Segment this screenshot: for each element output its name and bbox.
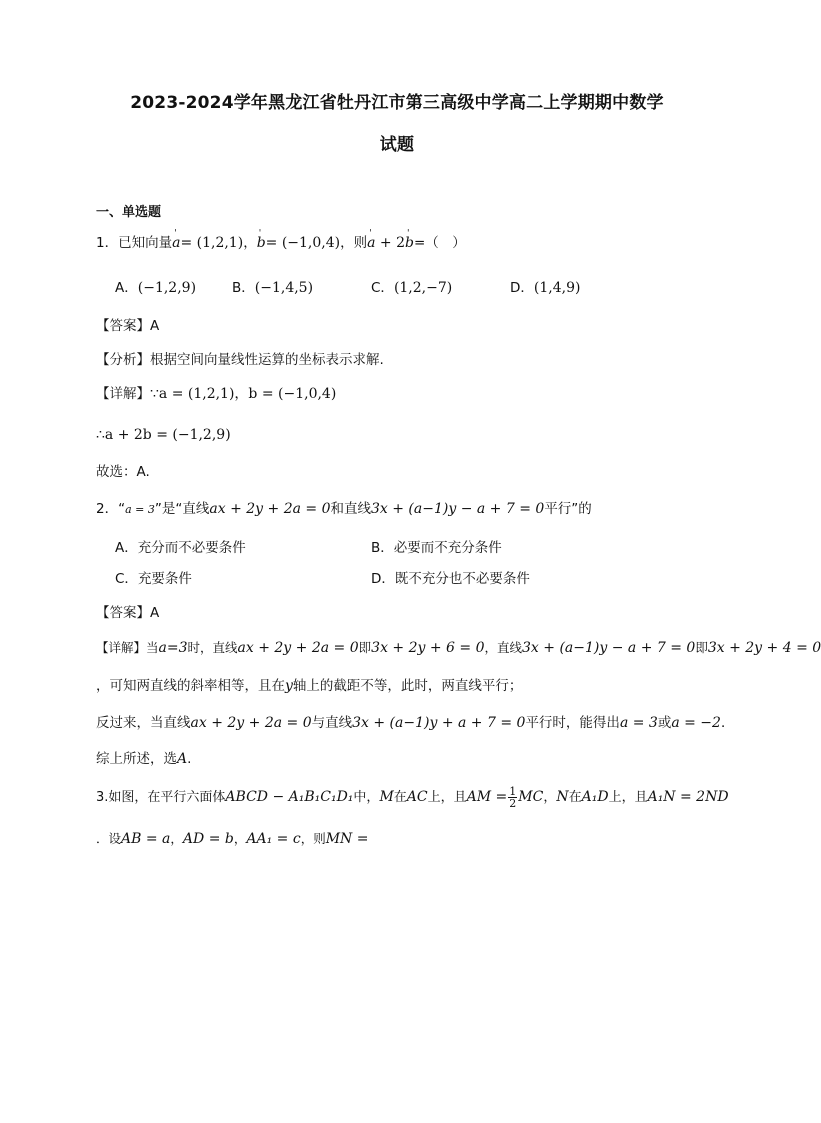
q1-option-c-label: C． (371, 280, 394, 296)
q2-option-a[interactable] (115, 538, 246, 558)
q3-frac-num: 1 (509, 785, 517, 798)
q2-stem-b: ”是“直线 (154, 501, 210, 517)
q1-a-vector: ' a (172, 233, 180, 253)
q2-d3a: 反过来，当直线 (96, 715, 191, 731)
q2-line2-eq: 3x + (a−1)y − a + 7 = 0 (371, 501, 545, 517)
q3-m: A₁D (581, 789, 609, 805)
q1-stem (96, 233, 466, 253)
q2-stem-d: 平行”的 (544, 501, 592, 517)
q1-option-a[interactable] (115, 278, 196, 298)
q2-answer-value: A (150, 605, 160, 621)
q3-h: AM = (466, 789, 508, 805)
q2-ca: 综上所述，选 (96, 751, 177, 767)
q3-d: M (379, 789, 394, 805)
q1-option-c[interactable] (371, 278, 452, 298)
q3-l2d: AD = b (182, 831, 234, 847)
q1-option-a-value: (−1,2,9) (137, 280, 197, 296)
q1-option-d-label: D． (510, 280, 534, 296)
q1-analysis-text: 根据空间向量线性运算的坐标表示求解. (150, 352, 384, 368)
q3-g: 上，且 (427, 790, 467, 805)
q1-sep: ， (243, 235, 257, 251)
document-title-line2: 试题 (379, 135, 415, 155)
q2-d1i: 即 (695, 640, 708, 655)
q1-option-d[interactable] (510, 278, 580, 298)
q2-d3h: a = −2 (671, 715, 721, 731)
q2-d3f: a = 3 (619, 715, 658, 731)
q2-option-d-label: D． (371, 571, 395, 587)
q2-answer-tag: 【答案】 (96, 605, 150, 621)
q3-frac-den: 2 (509, 797, 517, 810)
q2-stem (96, 499, 592, 520)
q3-fraction (508, 786, 517, 809)
q3-l2c: ， (170, 831, 183, 846)
q1-stem-prefix: 1．已知向量 (96, 235, 173, 251)
q3-k: N (556, 789, 569, 805)
q2-cc: . (187, 751, 192, 767)
q2-option-c-label: C． (115, 571, 138, 587)
q2-line1-eq: ax + 2y + 2a = 0 (209, 501, 331, 517)
q3-stem-line1 (96, 786, 729, 809)
q2-option-c[interactable] (115, 569, 192, 589)
q2-option-a-value: 充分而不必要条件 (137, 540, 246, 556)
q2-conclusion (96, 749, 191, 769)
q1-b-value: = (−1,0,4) (265, 235, 341, 251)
q1-detail-line1: ∵a = (1,2,1)，b = (−1,0,4) (150, 386, 337, 402)
q2-detail-line2 (96, 676, 522, 696)
q2-d1b: a=3 (158, 640, 188, 656)
q3-l2h: MN = (325, 831, 369, 847)
q3-e: 在 (393, 790, 407, 805)
q2-d3b: ax + 2y + 2a = 0 (190, 715, 312, 731)
q2-d1f: 3x + 2y + 6 = 0 (371, 640, 485, 656)
q3-i: MC (518, 789, 544, 805)
q2-option-c-value: 充要条件 (137, 571, 192, 587)
q2-stem-c: 和直线 (330, 501, 371, 517)
q2-d1d: ax + 2y + 2a = 0 (237, 640, 359, 656)
q1-option-b[interactable] (232, 278, 313, 298)
q3-b: ABCD − A₁B₁C₁D₁ (225, 789, 354, 805)
q3-l2e: ， (233, 831, 247, 846)
q2-d1g: ，直线 (484, 640, 523, 655)
section-heading: 一、单选题 (96, 205, 162, 220)
q1-analysis (96, 350, 384, 370)
q1-option-a-label: A． (115, 280, 138, 296)
q1-detail-tag: 【详解】 (96, 386, 150, 402)
q1-option-d-value: (1,4,9) (533, 280, 581, 296)
q1-option-b-label: B． (232, 280, 255, 296)
q1-b-vector: ' b (257, 233, 266, 253)
q1-answer-tag: 【答案】 (96, 318, 150, 334)
q2-d1a: 当 (146, 640, 159, 655)
q3-l2a: ．设 (96, 831, 122, 846)
q2-d3i: ． (720, 715, 735, 731)
q2-option-a-label: A． (115, 540, 138, 556)
q2-d3c: 与直线 (311, 715, 353, 731)
q1-conclusion: 故选：A. (96, 464, 150, 480)
q1-detail (96, 384, 336, 404)
q2-d1h: 3x + (a−1)y − a + 7 = 0 (522, 640, 696, 656)
q1-answer (96, 316, 159, 336)
q1-detail-line2: ∴a + 2b = (−1,2,9) (96, 427, 231, 443)
q2-option-b-label: B． (371, 540, 394, 556)
q3-c: 中， (353, 790, 380, 805)
q3-l: 在 (568, 790, 582, 805)
q3-o: A₁N = 2ND (647, 789, 729, 805)
document-title-line1: 2023-2024学年黑龙江省牡丹江市第三高级中学高二上学期期中数学 (130, 93, 664, 113)
q2-d3g: 或 (657, 715, 672, 731)
q2-d1c: 时，直线 (187, 640, 238, 655)
q2-option-b[interactable] (371, 538, 502, 558)
q2-detail-tag: 【详解】 (96, 640, 147, 655)
q2-stem-a: 2．“ (96, 501, 126, 517)
q2-option-b-value: 必要而不充分条件 (393, 540, 502, 556)
q1-a-value: = (1,2,1) (180, 235, 244, 251)
q2-d3e: 平行时，能得出 (525, 715, 620, 731)
q3-l2g: ，则 (300, 831, 326, 846)
q1-option-c-value: (1,2,−7) (393, 280, 453, 296)
q2-d2b: y (285, 678, 293, 694)
q2-d2c: 轴上的截距不等，此时，两直线平行； (292, 678, 523, 694)
q3-a: 3.如图，在平行六面体 (96, 790, 226, 805)
q1-option-b-value: (−1,4,5) (254, 280, 314, 296)
q1-answer-value: A (150, 318, 160, 334)
q2-d1j: 3x + 2y + 4 = 0 (707, 640, 821, 656)
q3-l2b: AB = a (121, 831, 171, 847)
q2-d3d: 3x + (a−1)y + a + 7 = 0 (352, 715, 526, 731)
q3-n: 上，且 (608, 790, 648, 805)
q1-tail: =（ ） (414, 235, 466, 251)
q1-analysis-tag: 【分析】 (96, 352, 150, 368)
q3-f: AC (406, 789, 428, 805)
q3-stem-line2 (96, 829, 368, 849)
q3-l2f: AA₁ = c (246, 831, 301, 847)
q2-detail-line1 (96, 638, 821, 658)
q3-j: ， (543, 790, 557, 805)
q2-option-d-value: 既不充分也不必要条件 (394, 571, 530, 587)
q2-option-d[interactable] (371, 569, 530, 589)
q2-d1e: 即 (358, 640, 372, 655)
q1-expr-b: ' b (405, 233, 414, 253)
q2-condition: a = 3 (125, 503, 155, 516)
q1-expr-a: ' a (367, 233, 375, 253)
q2-cb: A (177, 751, 188, 767)
q2-detail-line3 (96, 713, 734, 733)
q1-mid: ，则 (340, 235, 368, 251)
q2-d2a: ，可知两直线的斜率相等，且在 (96, 678, 285, 694)
q2-answer (96, 603, 159, 623)
q1-expr-plus: + 2 (375, 235, 406, 251)
